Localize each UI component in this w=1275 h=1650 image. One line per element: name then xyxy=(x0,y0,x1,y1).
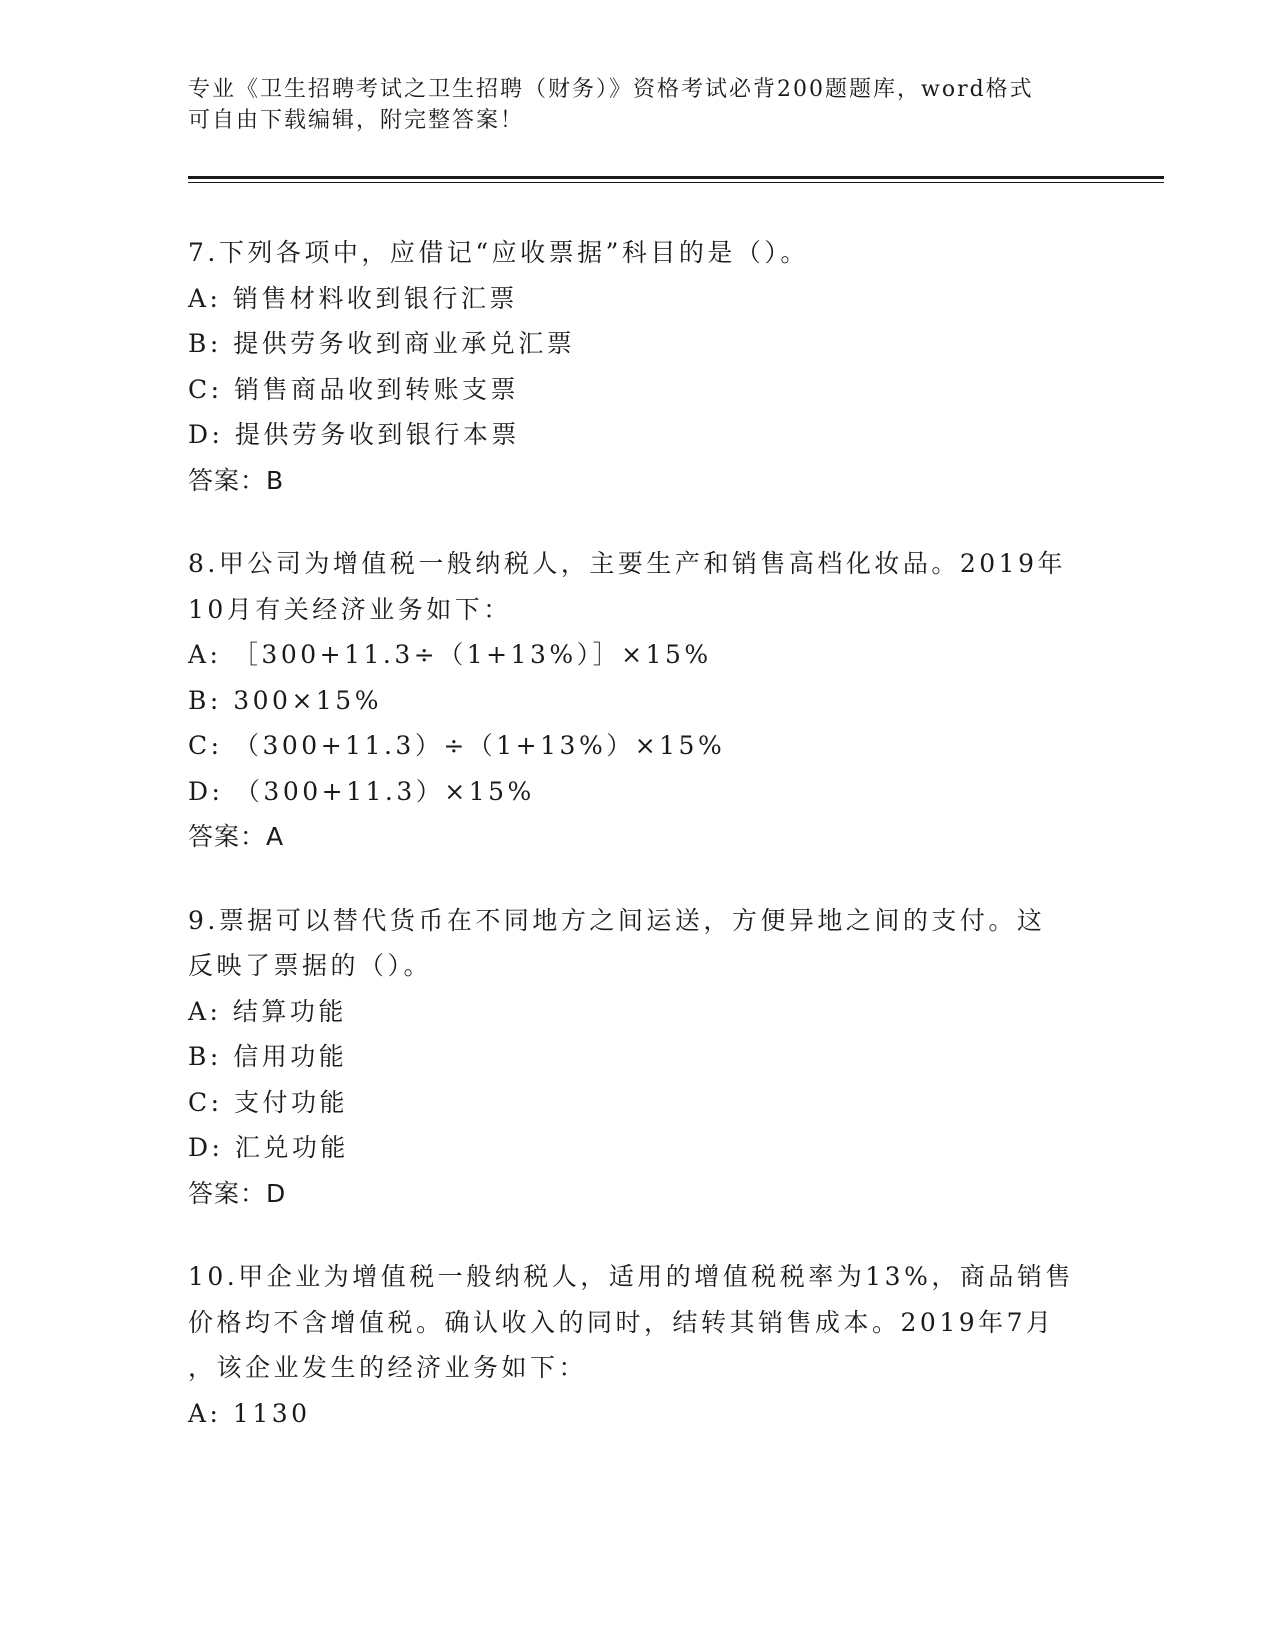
question-stem-line: 价格均不含增值税。确认收入的同时，结转其销售成本。2019年7月 xyxy=(188,1307,1055,1337)
question-option: C: 支付功能 xyxy=(188,1087,348,1117)
header-line-2: 可自由下载编辑，附完整答案！ xyxy=(188,108,525,133)
question-option: D: （300+11.3）×15% xyxy=(188,776,535,806)
question-stem-line: 8.甲公司为增值税一般纳税人，主要生产和销售高档化妆品。2019年 xyxy=(188,549,1066,578)
question-stem-line: 9.票据可以替代货币在不同地方之间运送，方便异地之间的支付。这 xyxy=(188,905,1046,935)
question-block xyxy=(188,541,1088,860)
question-block xyxy=(188,1254,1088,1436)
question-block xyxy=(188,230,1088,503)
question-answer: 答案：B xyxy=(188,465,285,495)
question-option: B: 提供劳务收到商业承兑汇票 xyxy=(188,329,576,358)
header-divider-thick xyxy=(188,176,1164,179)
question-stem-line: 10.甲企业为增值税一般纳税人，适用的增值税税率为13%，商品销售 xyxy=(188,1262,1074,1291)
header-divider-thin xyxy=(188,182,1164,183)
question-answer: 答案：D xyxy=(188,1178,287,1208)
question-answer: 答案：A xyxy=(188,822,285,851)
header-line-1: 专业《卫生招聘考试之卫生招聘（财务）》资格考试必背200题题库，word格式 xyxy=(188,77,1034,102)
question-stem-line: ，该企业发生的经济业务如下： xyxy=(188,1353,588,1382)
question-stem-line: 7.下列各项中，应借记“应收票据”科目的是（）。 xyxy=(188,238,809,267)
question-option: C: （300+11.3）÷（1+13%）×15% xyxy=(188,731,726,760)
question-option: D: 提供劳务收到银行本票 xyxy=(188,420,520,449)
question-option: A: 结算功能 xyxy=(188,996,347,1026)
question-list xyxy=(188,230,1088,1474)
question-option: B: 300×15% xyxy=(188,685,382,715)
question-block xyxy=(188,898,1088,1217)
question-option: C: 销售商品收到转账支票 xyxy=(188,374,519,404)
question-option: A: ［300+11.3÷（1+13%）］×15% xyxy=(188,640,712,669)
question-stem-line: 反映了票据的（）。 xyxy=(188,951,433,980)
question-option: A: 销售材料收到银行汇票 xyxy=(188,283,518,313)
document-header xyxy=(188,74,1088,136)
question-stem-line: 10月有关经济业务如下： xyxy=(188,594,512,624)
question-option: B: 信用功能 xyxy=(188,1042,348,1071)
question-option: D: 汇兑功能 xyxy=(188,1133,349,1162)
question-option: A: 1130 xyxy=(188,1398,311,1428)
